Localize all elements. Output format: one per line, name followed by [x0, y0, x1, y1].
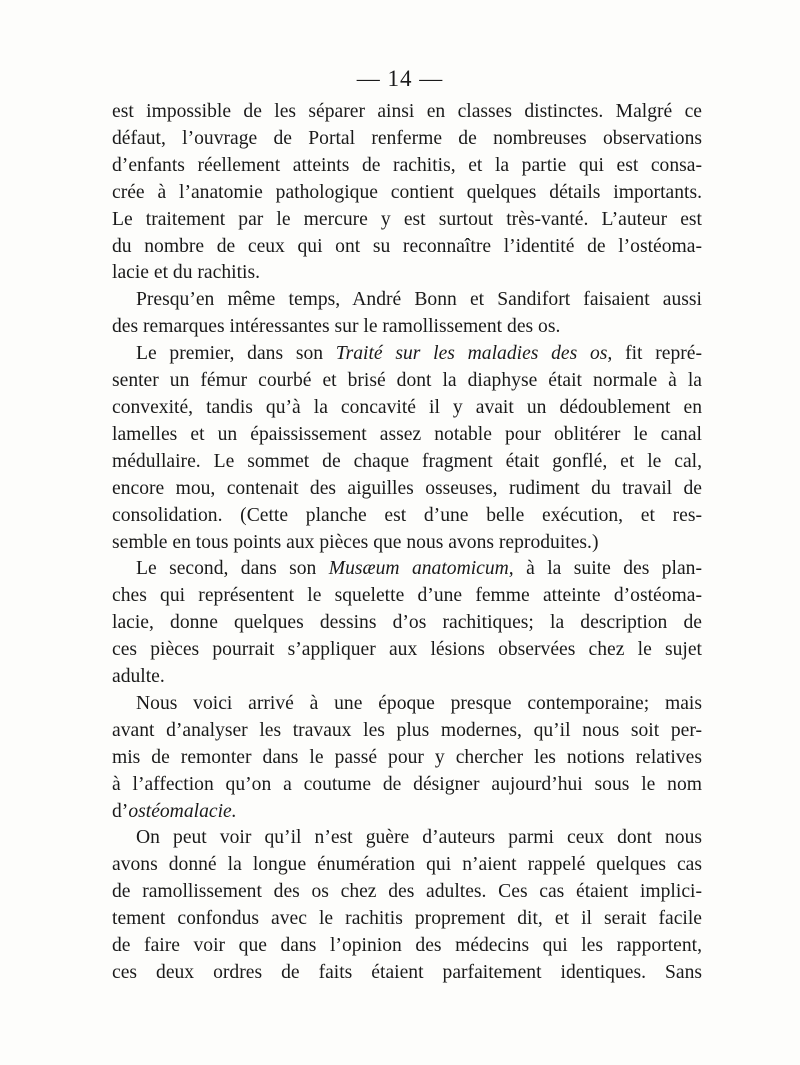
text-line: Le premier, dans son Traité sur les maladies des os, fit repré- — [136, 343, 702, 365]
text-line: avant d’analyser les travaux les plus modernes, qu’il nous soit per- — [112, 719, 702, 741]
text-line: à l’affection qu’on a coutume de désigner aujourd’hui sous le nom — [112, 773, 702, 795]
text-line: de faire voir que dans l’opinion des médecins qui les rapportent, — [112, 935, 702, 957]
page-number: — 14 — — [356, 66, 444, 91]
text-line: ces deux ordres de faits étaient parfaitement identiques. Sans — [112, 962, 702, 983]
paragraph — [112, 287, 702, 341]
text-line: d’ostéomalacie. — [112, 800, 237, 822]
text-line: lacie, donne quelques dessins d’os rachitiques; la description de — [112, 612, 702, 634]
text-line: adulte. — [112, 666, 165, 688]
text-line: consolidation. (Cette planche est d’une belle exécution, et res- — [112, 504, 702, 526]
text-line: Presqu’en même temps, André Bonn et Sandifort faisaient aussi — [136, 289, 702, 311]
text-line: est impossible de les séparer ainsi en classes distinctes. Malgré ce — [112, 101, 702, 122]
text-line: de ramollissement des os chez des adultes. Ces cas étaient implici- — [112, 881, 702, 903]
paragraph — [112, 556, 702, 691]
text-line: du nombre de ceux qui ont su reconnaître l’identité de l’ostéoma- — [112, 235, 702, 257]
paragraph — [112, 825, 702, 986]
text-line: lamelles et un épaississement assez notable pour oblitérer le canal — [112, 423, 702, 445]
text-line: Nous voici arrivé à une époque presque contemporaine; mais — [136, 692, 702, 714]
text-line: senter un fémur courbé et brisé dont la diaphyse était normale à la — [112, 370, 702, 392]
text-line: crée à l’anatomie pathologique contient quelques détails importants. — [112, 181, 702, 203]
text-line: avons donné la longue énumération qui n’aient rappelé quelques cas — [112, 854, 702, 876]
text-line: mis de remonter dans le passé pour y chercher les notions relatives — [112, 746, 702, 768]
text-line: d’enfants réellement atteints de rachitis, et la partie qui est consa- — [112, 154, 702, 176]
text-line: On peut voir qu’il n’est guère d’auteurs parmi ceux dont nous — [136, 827, 702, 849]
text-line: encore mou, contenait des aiguilles osseuses, rudiment du travail de — [112, 477, 702, 499]
text-line: Le traitement par le mercure y est surtout très-vanté. L’auteur est — [112, 208, 702, 230]
text-line: des remarques intéressantes sur le ramollissement des os. — [112, 316, 561, 338]
text-line: Le second, dans son Musæum anatomicum, à la suite des plan- — [136, 558, 703, 580]
text-line: convexité, tandis qu’à la concavité il y avait un dédoublement en — [112, 396, 702, 418]
paragraph — [112, 99, 702, 287]
paragraph — [112, 691, 702, 826]
text-line: ches qui représentent le squelette d’une femme atteinte d’ostéoma- — [112, 585, 702, 607]
text-line: semble en tous points aux pièces que nous avons reproduites.) — [112, 531, 599, 553]
text-line: défaut, l’ouvrage de Portal renferme de nombreuses observations — [112, 127, 702, 149]
text-line: médullaire. Le sommet de chaque fragment était gonflé, et le cal, — [112, 450, 702, 472]
text-line: tement confondus avec le rachitis proprement dit, et il serait facile — [112, 908, 702, 930]
paragraph — [112, 341, 702, 556]
body-text — [112, 99, 702, 987]
text-line: ces pièces pourrait s’appliquer aux lésions observées chez le sujet — [112, 639, 702, 661]
text-line: lacie et du rachitis. — [112, 262, 260, 284]
